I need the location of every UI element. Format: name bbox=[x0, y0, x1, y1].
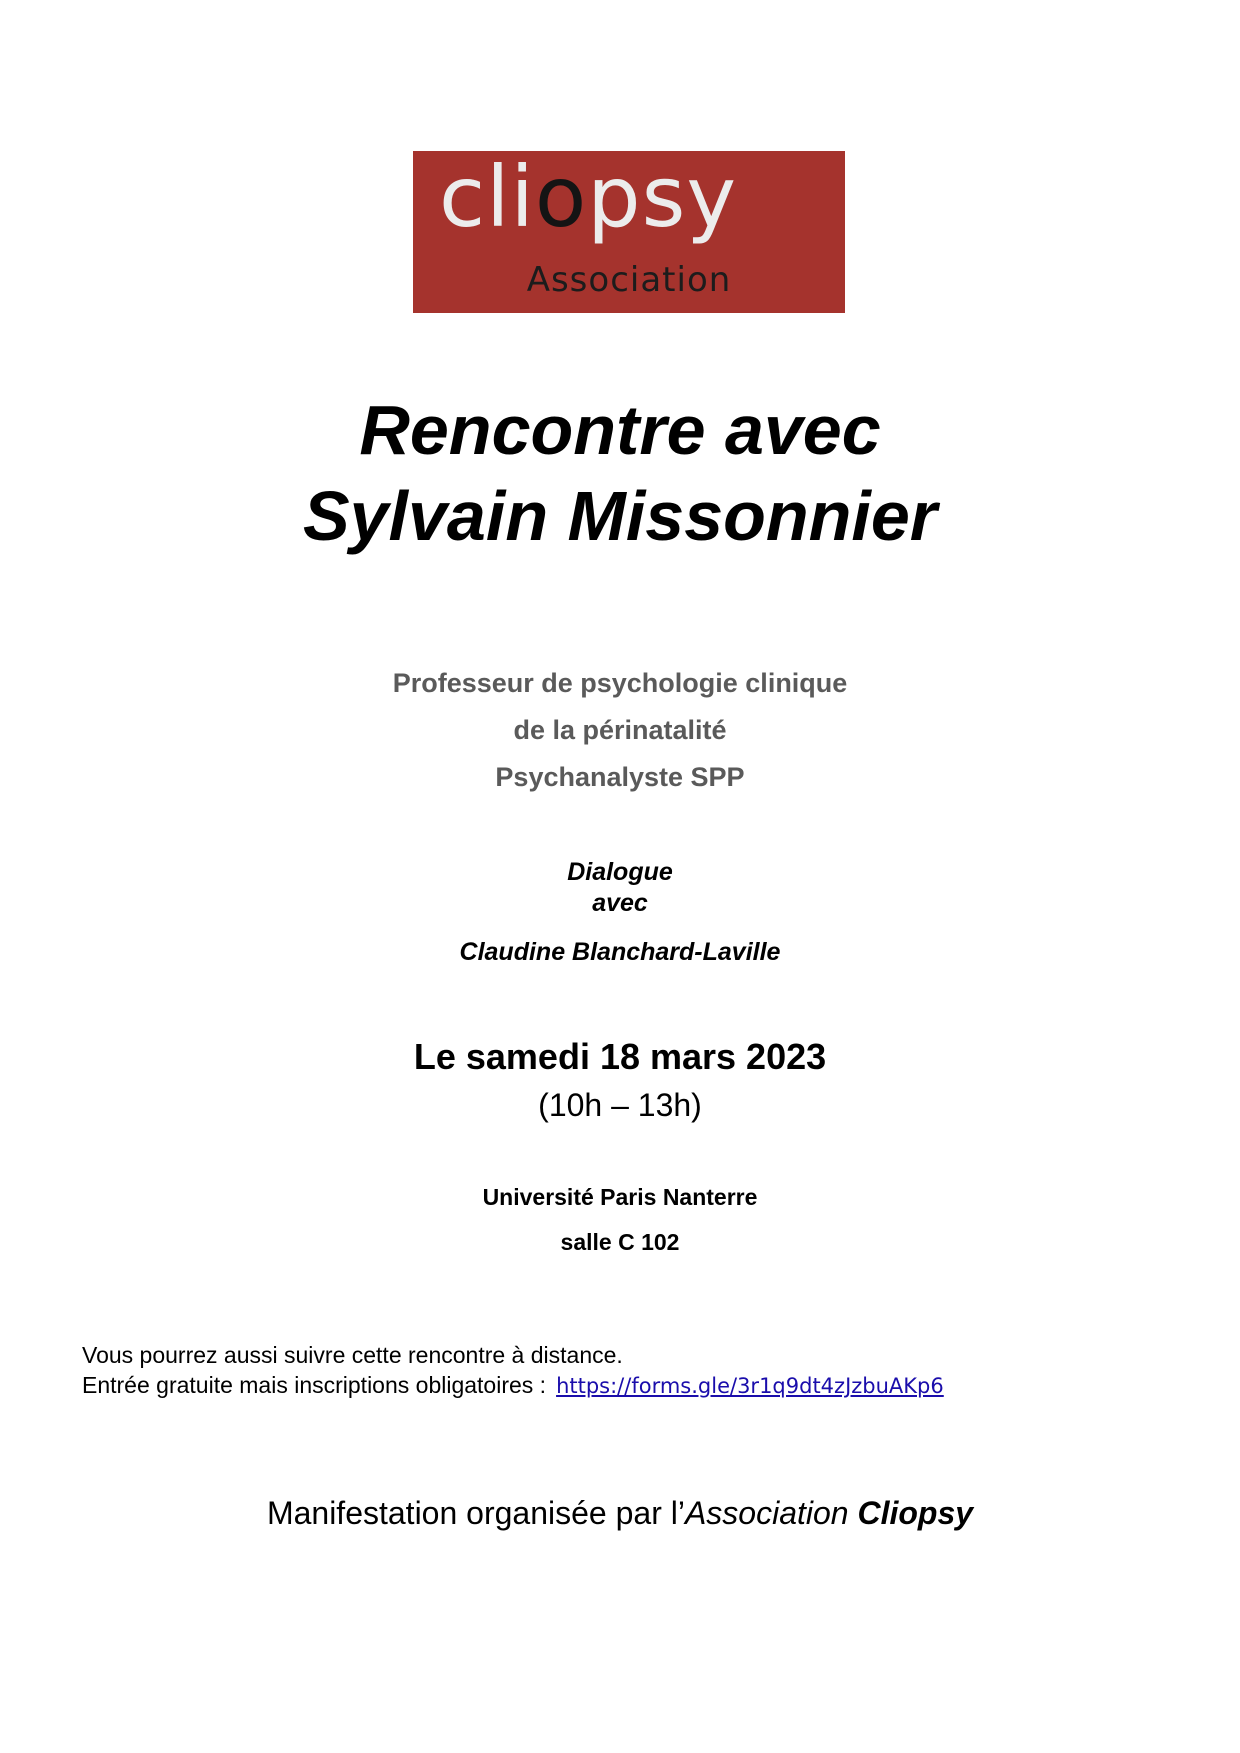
organizer-footer bbox=[0, 1497, 1240, 1529]
location-room: salle C 102 bbox=[560, 1229, 680, 1255]
event-time: (10h – 13h) bbox=[538, 1087, 702, 1123]
footer-cliopsy: Cliopsy bbox=[857, 1495, 974, 1531]
remote-info: Vous pourrez aussi suivre cette rencontre à distance. bbox=[82, 1342, 623, 1368]
title-line-1: Rencontre avec bbox=[359, 391, 881, 469]
registration-info bbox=[82, 1374, 944, 1397]
role-line-3: Psychanalyste SPP bbox=[495, 762, 745, 792]
dialogue-partner: Claudine Blanchard-Laville bbox=[459, 938, 781, 966]
footer-association: Association bbox=[684, 1495, 849, 1531]
role-line-1: Professeur de psychologie clinique bbox=[392, 668, 848, 698]
logo-wordmark: cliopsy bbox=[439, 148, 738, 246]
title-line-2: Sylvain Missonnier bbox=[302, 477, 938, 555]
event-title bbox=[0, 387, 1240, 559]
event-date: Le samedi 18 mars 2023 bbox=[413, 1036, 827, 1077]
cliopsy-logo bbox=[413, 148, 845, 313]
footer-prefix: Manifestation organisée par l’ bbox=[266, 1495, 685, 1531]
logo-subtitle: Association bbox=[526, 260, 732, 300]
registration-text: Entrée gratuite mais inscriptions obligatoires : bbox=[82, 1372, 547, 1398]
registration-link[interactable]: https://forms.gle/3r1q9dt4zJzbuAKp6 bbox=[556, 1374, 944, 1398]
role-line-2: de la périnatalité bbox=[513, 715, 727, 745]
dialogue-with: avec bbox=[592, 889, 648, 917]
dialogue-label: Dialogue bbox=[567, 858, 673, 886]
location-university: Université Paris Nanterre bbox=[482, 1184, 758, 1210]
